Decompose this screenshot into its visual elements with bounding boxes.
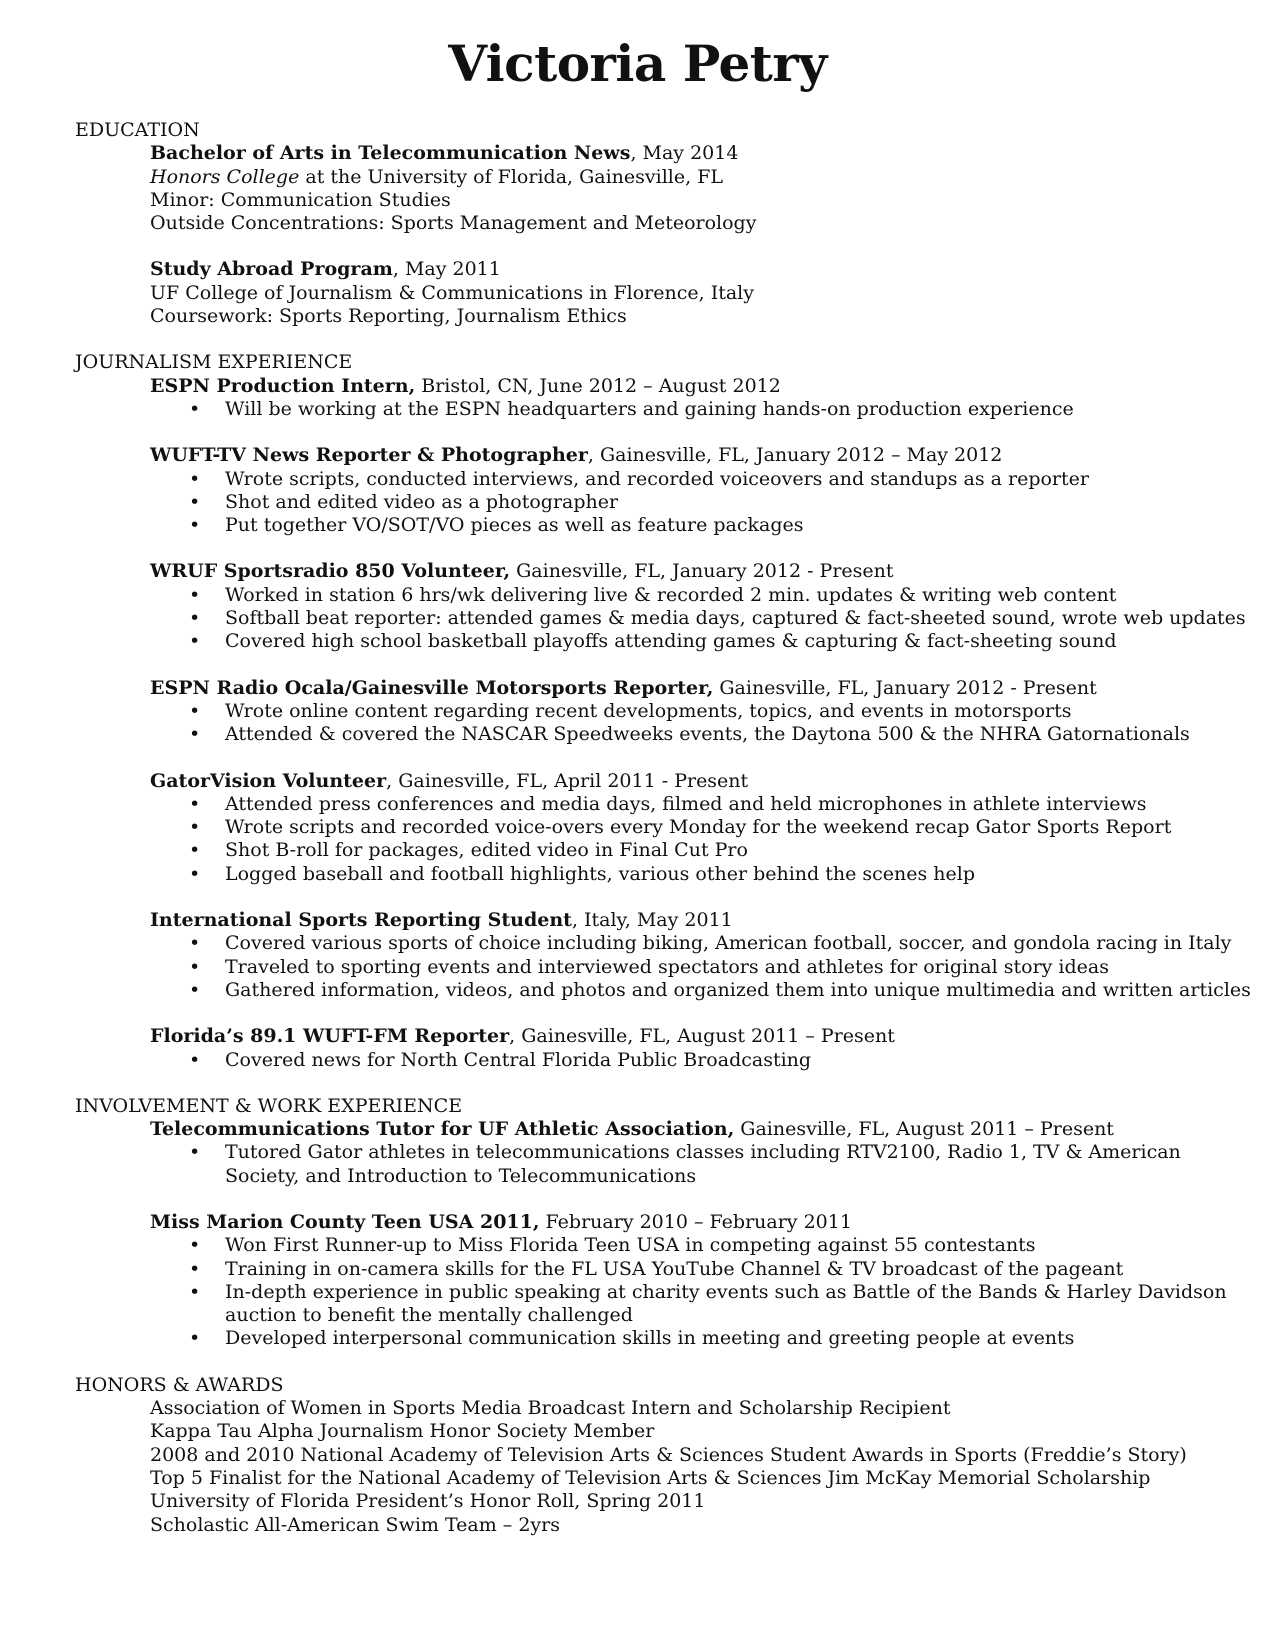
- college-rest: at the University of Florida, Gainesville, FL: [299, 165, 724, 188]
- bullet-item: [189, 514, 1255, 537]
- bullet-list: [150, 1234, 1255, 1350]
- bullet-list: [150, 1049, 1255, 1072]
- entry-details: Gainesville, FL, August 2011 – Present: [734, 1118, 1114, 1141]
- degree-line: [150, 142, 1255, 165]
- bullet-item: [189, 583, 1255, 607]
- bullet-icon: •: [189, 862, 201, 885]
- bullet-text: Wrote scripts, conducted interviews, and recorded voiceovers and standups as a reporter: [225, 467, 1089, 490]
- bullet-item: [189, 978, 1255, 1002]
- bullet-icon: •: [189, 630, 201, 653]
- degree-date: , May 2014: [630, 142, 739, 165]
- education-abroad: [150, 258, 1255, 328]
- bullet-item: [189, 1048, 1255, 1072]
- bullet-list: [150, 468, 1255, 538]
- bullet-text: Covered high school basketball playoffs attending games & capturing & fact-sheeting sound: [225, 630, 1117, 653]
- entry-details: , Gainesville, FL, August 2011 – Present: [509, 1025, 895, 1048]
- bullet-icon: •: [189, 816, 201, 839]
- minor-line: Minor: Communication Studies: [150, 188, 451, 211]
- journalism-heading: JOURNALISM EXPERIENCE: [75, 351, 353, 374]
- bullet-text: Traveled to sporting events and interviewed spectators and athletes for original story ideas: [225, 955, 1109, 978]
- entry-details: Bristol, CN, June 2012 – August 2012: [415, 374, 781, 397]
- bullet-icon: •: [189, 932, 201, 955]
- bullet-icon: •: [189, 607, 201, 630]
- honor-item: Association of Women in Sports Media Broadcast Intern and Scholarship Recipient: [150, 1397, 951, 1420]
- bullet-text: Gathered information, videos, and photos and organized them into unique multimedia and written articles: [225, 978, 1251, 1001]
- bullet-list: [150, 793, 1255, 886]
- bullet-item: [189, 839, 1255, 862]
- experience-entry: [150, 909, 1255, 1002]
- entry-details: Gainesville, FL, January 2012 - Present: [713, 676, 1097, 699]
- resume-name: Victoria Petry: [448, 34, 827, 93]
- entry-title: International Sports Reporting Student: [150, 909, 572, 932]
- bullet-icon: •: [189, 1257, 201, 1280]
- bullet-item: [189, 955, 1255, 979]
- bullet-item: [189, 397, 1255, 421]
- bullet-item: [189, 607, 1255, 630]
- entry-heading-line: [150, 560, 1255, 583]
- entry-heading-line: [150, 444, 1255, 467]
- bullet-list: [150, 398, 1255, 421]
- bullet-icon: •: [189, 1048, 201, 1071]
- bullet-item: [189, 1257, 1255, 1281]
- entry-title: WUFT-TV News Reporter & Photographer: [150, 444, 588, 467]
- bullet-text: Logged baseball and football highlights, various other behind the scenes help: [225, 862, 976, 885]
- journalism-entries: [75, 375, 1255, 1072]
- bullet-text: Developed interpersonal communication skills in meeting and greeting people at events: [225, 1327, 1075, 1350]
- entry-heading-line: [150, 1025, 1255, 1048]
- bullet-icon: •: [189, 490, 201, 513]
- entry-heading-line: [150, 1211, 1255, 1234]
- bullet-text: Training in on-camera skills for the FL USA YouTube Channel & TV broadcast of the pageant: [225, 1257, 1124, 1280]
- bullet-text: Softball beat reporter: attended games & media days, captured & fact-sheeted sound, wrote web updates: [225, 607, 1246, 630]
- bullet-item: [189, 490, 1255, 514]
- entry-title: WRUF Sportsradio 850 Volunteer,: [150, 560, 511, 583]
- bullet-icon: •: [189, 699, 201, 722]
- degree-title: Bachelor of Arts in Telecommunication News: [150, 142, 631, 165]
- bullet-list: [150, 1141, 1255, 1188]
- bullet-list: [150, 584, 1255, 654]
- honor-item: Kappa Tau Alpha Journalism Honor Society Member: [150, 1420, 655, 1443]
- bullet-text: Covered news for North Central Florida Public Broadcasting: [225, 1048, 812, 1071]
- entry-title: Telecommunications Tutor for UF Athletic Association,: [150, 1118, 735, 1141]
- bullet-item: [189, 723, 1255, 746]
- entry-heading-line: [150, 375, 1255, 398]
- bullet-icon: •: [189, 1280, 201, 1303]
- bullet-text: Wrote online content regarding recent developments, topics, and events in motorsports: [225, 699, 1072, 722]
- bullet-icon: •: [189, 978, 201, 1001]
- bullet-item: [189, 862, 1255, 886]
- experience-entry: [150, 444, 1255, 537]
- involvement-entries: [75, 1118, 1255, 1351]
- entry-title: GatorVision Volunteer: [150, 769, 387, 792]
- entry-title: Miss Marion County Teen USA 2011,: [150, 1210, 540, 1233]
- bullet-icon: •: [189, 467, 201, 490]
- bullet-item: [189, 699, 1255, 723]
- bullet-text: Will be working at the ESPN headquarters and gaining hands-on production experience: [225, 397, 1074, 420]
- entry-details: , Italy, May 2011: [571, 909, 733, 932]
- bullet-text: Won First Runner-up to Miss Florida Teen USA in competing against 55 contestants: [225, 1234, 1036, 1257]
- bullet-item: [189, 467, 1255, 491]
- bullet-text: In-depth experience in public speaking at charity events such as Battle of the Bands & Harley Davidson auction to benefit the mentally challenged: [225, 1280, 1227, 1327]
- experience-entry: [150, 1211, 1255, 1351]
- entry-heading-line: [150, 770, 1255, 793]
- entry-details: , Gainesville, FL, January 2012 – May 2012: [587, 444, 1003, 467]
- honors-list: [150, 1397, 1255, 1537]
- bullet-icon: •: [189, 792, 201, 815]
- abroad-date: , May 2011: [392, 258, 501, 281]
- honor-item: University of Florida President’s Honor Roll, Spring 2011: [150, 1490, 706, 1513]
- entry-title: Florida’s 89.1 WUFT-FM Reporter: [150, 1025, 510, 1048]
- experience-entry: [150, 1118, 1255, 1188]
- experience-entry: [150, 1025, 1255, 1072]
- bullet-item: [189, 932, 1255, 955]
- bullet-item: [189, 1327, 1255, 1350]
- abroad-school: UF College of Journalism & Communications in Florence, Italy: [150, 281, 754, 304]
- bullet-text: Attended press conferences and media days, filmed and held microphones in athlete interviews: [225, 792, 1147, 815]
- abroad-title: Study Abroad Program: [150, 258, 393, 281]
- honor-item: Scholastic All-American Swim Team – 2yrs: [150, 1513, 560, 1536]
- bullet-text: Worked in station 6 hrs/wk delivering live & recorded 2 min. updates & writing web content: [225, 583, 1117, 606]
- entry-heading-line: [150, 677, 1255, 700]
- bullet-list: [150, 932, 1255, 1002]
- experience-entry: [150, 677, 1255, 747]
- bullet-icon: •: [189, 1327, 201, 1350]
- honors-heading: HONORS & AWARDS: [75, 1373, 284, 1396]
- resume-content: [75, 119, 1255, 1537]
- bullet-icon: •: [189, 583, 201, 606]
- bullet-text: Attended & covered the NASCAR Speedweeks events, the Daytona 500 & the NHRA Gatornationals: [225, 723, 1190, 746]
- honor-item: 2008 and 2010 National Academy of Television Arts & Sciences Student Awards in Sports (Freddie’s Story): [150, 1443, 1187, 1466]
- college-italic: Honors College: [150, 165, 300, 188]
- bullet-icon: •: [189, 1234, 201, 1257]
- bullet-text: Wrote scripts and recorded voice-overs every Monday for the weekend recap Gator Sports Report: [225, 816, 1172, 839]
- bullet-item: [189, 1234, 1255, 1257]
- abroad-line: [150, 258, 1255, 281]
- entry-heading-line: [150, 1118, 1255, 1141]
- involvement-heading: INVOLVEMENT & WORK EXPERIENCE: [75, 1094, 463, 1117]
- college-line: [150, 166, 1255, 189]
- bullet-icon: •: [189, 1141, 201, 1164]
- bullet-item: [189, 1141, 1255, 1188]
- education-degree: [150, 142, 1255, 235]
- abroad-coursework: Coursework: Sports Reporting, Journalism Ethics: [150, 305, 627, 328]
- experience-entry: [150, 560, 1255, 653]
- bullet-item: [189, 816, 1255, 839]
- bullet-text: Shot and edited video as a photographer: [225, 490, 619, 513]
- bullet-text: Shot B-roll for packages, edited video in Final Cut Pro: [225, 839, 748, 862]
- experience-entry: [150, 375, 1255, 422]
- bullet-icon: •: [189, 723, 201, 746]
- bullet-icon: •: [189, 955, 201, 978]
- bullet-item: [189, 630, 1255, 653]
- entry-details: Gainesville, FL, January 2012 - Present: [510, 560, 894, 583]
- experience-entry: [150, 770, 1255, 886]
- bullet-text: Covered various sports of choice including biking, American football, soccer, and gondola racing in Italy: [225, 932, 1232, 955]
- bullet-text: Tutored Gator athletes in telecommunications classes including RTV2100, Radio 1, TV & American Society, and Introduction to Telecommunications: [225, 1141, 1181, 1187]
- entry-heading-line: [150, 909, 1255, 932]
- bullet-list: [150, 700, 1255, 747]
- entry-details: February 2010 – February 2011: [539, 1210, 852, 1233]
- bullet-icon: •: [189, 397, 201, 420]
- entry-title: ESPN Radio Ocala/Gainesville Motorsports Reporter,: [150, 676, 714, 699]
- bullet-icon: •: [189, 514, 201, 537]
- honor-item: Top 5 Finalist for the National Academy of Television Arts & Sciences Jim McKay Memorial Scholarship: [150, 1466, 1151, 1489]
- bullet-item: [189, 792, 1255, 816]
- bullet-icon: •: [189, 839, 201, 862]
- concentrations-line: Outside Concentrations: Sports Management and Meteorology: [150, 212, 757, 235]
- bullet-text: Put together VO/SOT/VO pieces as well as feature packages: [225, 514, 804, 537]
- entry-title: ESPN Production Intern,: [150, 374, 416, 397]
- education-heading: EDUCATION: [75, 119, 200, 141]
- bullet-item: [189, 1280, 1255, 1328]
- entry-details: , Gainesville, FL, April 2011 - Present: [386, 769, 749, 792]
